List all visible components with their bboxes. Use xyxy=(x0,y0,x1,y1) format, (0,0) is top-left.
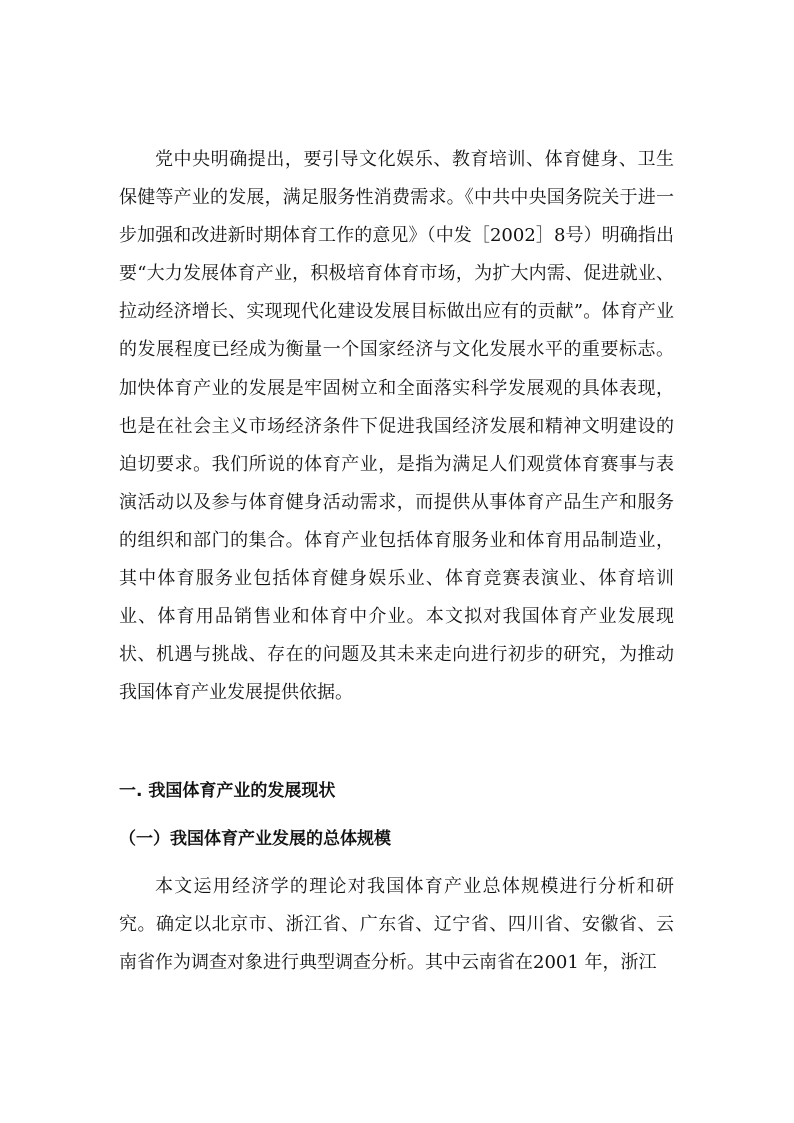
intro-paragraph: 党中央明确提出，要引导文化娱乐、教育培训、体育健身、卫生保健等产业的发展，满足服务性消费需求。《中共中央国务院关于进一步加强和改进新时期体育工作的意见》（中发［2002］8号）明确指出要“大力发展体育产业，积极培育体育市场，为扩大内需、促进就业、拉动经济增长、实现现代化建设发展目标做出应有的贡献”。体育产业的发展程度已经成为衡量一个国家经济与文化发展水平的重要标志。加快体育产业的发展是牢固树立和全面落实科学发展观的具体表现，也是在社会主义市场经济条件下促进我国经济发展和精神文明建设的迫切要求。我们所说的体育产业，是指为满足人们观赏体育赛事与表演活动以及参与体育健身活动需求，而提供从事体育产品生产和服务的组织和部门的集合。体育产业包括体育服务业和体育用品制造业，其中体育服务业包括体育健身娱乐业、体育竞赛表演业、体育培训业、体育用品销售业和体育中介业。本文拟对我国体育产业发展现状、机遇与挑战、存在的问题及其未来走向进行初步的研究，为推动我国体育产业发展提供依据。 xyxy=(119,149,674,704)
section-heading: 一. 我国体育产业的发展现状 xyxy=(119,781,336,801)
subsection-heading: （一）我国体育产业发展的总体规模 xyxy=(119,829,391,849)
scale-paragraph: 本文运用经济学的理论对我国体育产业总体规模进行分析和研究。确定以北京市、浙江省、广东省、辽宁省、四川省、安徽省、云南省作为调查对象进行典型调查分析。其中云南省在2001 年，浙江 xyxy=(119,876,674,974)
